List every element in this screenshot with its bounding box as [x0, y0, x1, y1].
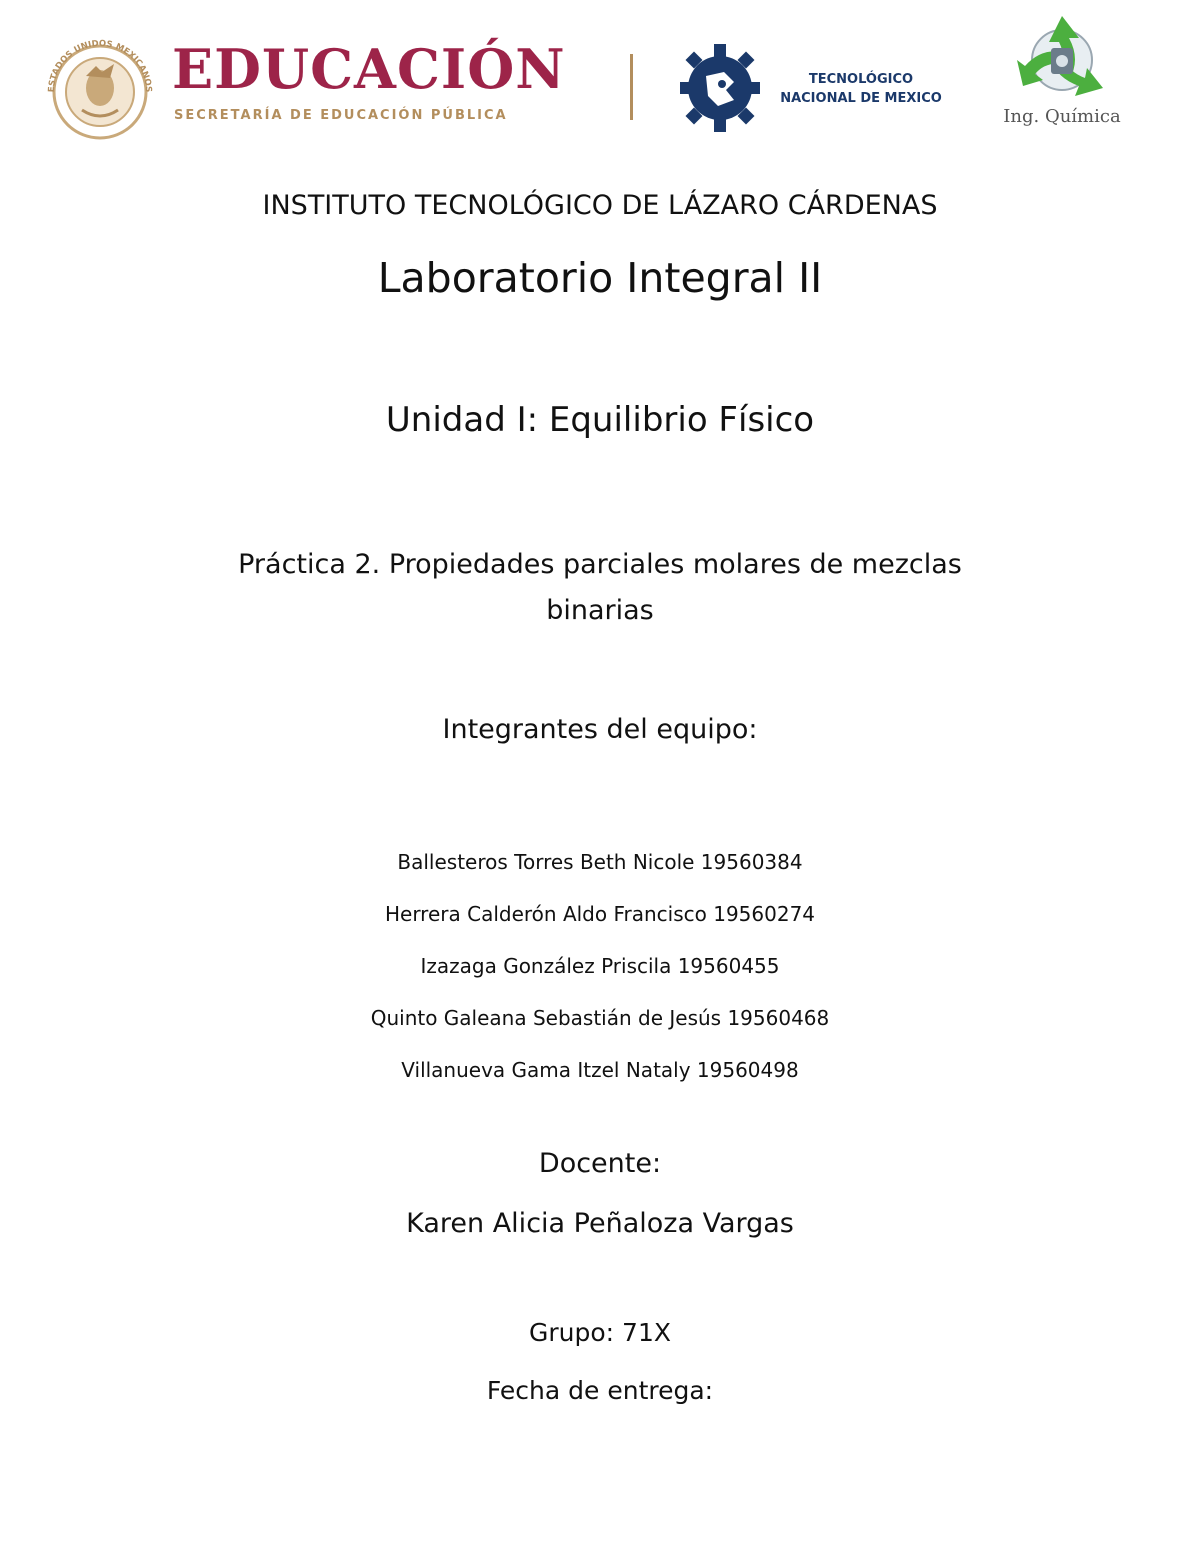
- team-members-list: [0, 836, 1200, 1096]
- teacher-label: Docente:: [538, 1148, 662, 1179]
- practice-title: [0, 542, 1200, 634]
- group-label: Grupo: 71X: [529, 1318, 671, 1347]
- practice-title-line1: Práctica 2. Propiedades parciales molares de mezclas: [238, 549, 962, 580]
- team-member: Izazaga González Priscila 19560455: [420, 954, 780, 978]
- team-member: Villanueva Gama Itzel Nataly 19560498: [401, 1058, 799, 1082]
- team-member: Ballesteros Torres Beth Nicole 19560384: [397, 850, 803, 874]
- seal-text: ESTADOS UNIDOS MEXICANOS: [46, 38, 154, 93]
- iq-label: Ing. Química: [1003, 106, 1121, 127]
- tecnm-name: [766, 70, 956, 108]
- tecnm-line1: TECNOLÓGICO: [808, 72, 914, 87]
- unit-title: Unidad I: Equilibrio Físico: [385, 400, 815, 440]
- recycle-flask-icon: [1003, 8, 1121, 112]
- education-subtitle: SECRETARÍA DE EDUCACIÓN PÚBLICA: [174, 108, 508, 123]
- header-logos: [0, 0, 1200, 160]
- teacher-name: Karen Alicia Peñaloza Vargas: [406, 1208, 794, 1239]
- tecnm-gear-icon: [678, 38, 762, 138]
- mexico-seal-icon: [40, 36, 160, 140]
- course-title: Laboratorio Integral II: [377, 254, 823, 302]
- institute-name: INSTITUTO TECNOLÓGICO DE LÁZARO CÁRDENAS: [262, 190, 938, 221]
- practice-title-line2: binarias: [546, 595, 654, 626]
- team-member: Herrera Calderón Aldo Francisco 19560274: [384, 902, 816, 926]
- education-title: EDUCACIÓN: [172, 37, 566, 101]
- tecnm-line2: NACIONAL DE MEXICO: [780, 91, 942, 106]
- delivery-date-label: Fecha de entrega:: [486, 1376, 714, 1405]
- team-member: Quinto Galeana Sebastián de Jesús 19560468: [370, 1006, 830, 1030]
- header-divider: [630, 54, 633, 120]
- team-label: Integrantes del equipo:: [442, 714, 758, 745]
